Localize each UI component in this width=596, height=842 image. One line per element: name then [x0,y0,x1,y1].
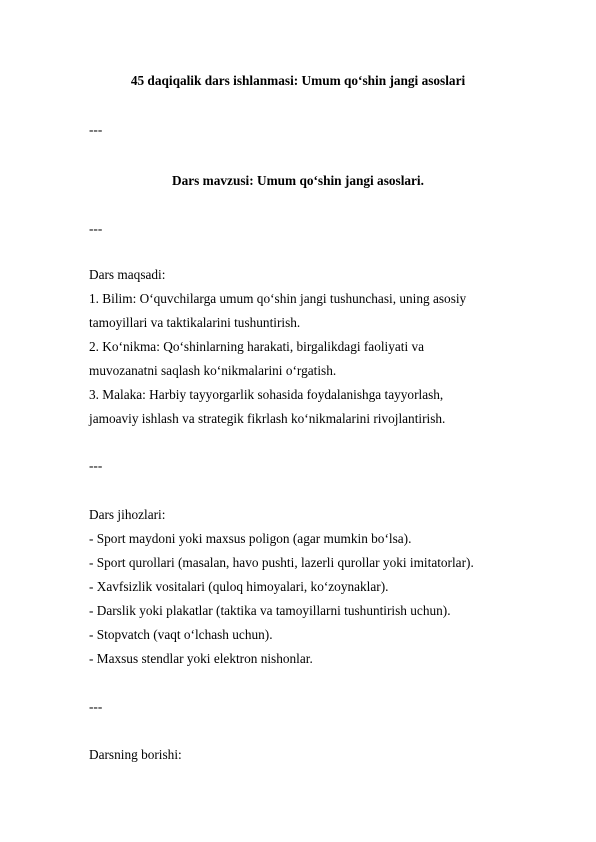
goals-line: muvozanatni saqlash ko‘nikmalarini o‘rgatish. [89,363,337,378]
separator: --- [89,221,103,236]
procedure-heading: Darsning borishi: [89,747,182,762]
goals-line: jamoaviy ishlash va strategik fikrlash ko‘nikmalarini rivojlantirish. [89,411,446,426]
document-title: 45 daqiqalik dars ishlanmasi: Umum qo‘shin jangi asoslari [130,73,466,88]
goals-line: 2. Ko‘nikma: Qo‘shinlarning harakati, birgalikdagi faoliyati va [89,339,425,354]
equipment-item: - Sport qurollari (masalan, havo pushti, lazerli qurollar yoki imitatorlar). [89,555,474,570]
equipment-item: - Darslik yoki plakatlar (taktika va tamoyillarni tushuntirish uchun). [89,603,451,618]
goals-heading: Dars maqsadi: [89,267,166,282]
goals-line: 1. Bilim: O‘quvchilarga umum qo‘shin jangi tushunchasi, uning asosiy [89,291,467,306]
equipment-item: - Sport maydoni yoki maxsus poligon (agar mumkin bo‘lsa). [89,531,412,546]
lesson-topic: Dars mavzusi: Umum qo‘shin jangi asoslari. [172,173,424,188]
equipment-item: - Maxsus stendlar yoki elektron nishonlar. [89,651,313,666]
separator: --- [89,122,103,137]
separator: --- [89,699,103,714]
equipment-item: - Stopvatch (vaqt o‘lchash uchun). [89,627,273,642]
equipment-item: - Xavfsizlik vositalari (quloq himoyalari, ko‘zoynaklar). [89,579,389,594]
goals-line: 3. Malaka: Harbiy tayyorgarlik sohasida foydalanishga tayyorlash, [89,387,444,402]
separator: --- [89,458,103,473]
goals-line: tamoyillari va taktikalarini tushuntirish. [89,315,301,330]
equipment-heading: Dars jihozlari: [89,507,166,522]
